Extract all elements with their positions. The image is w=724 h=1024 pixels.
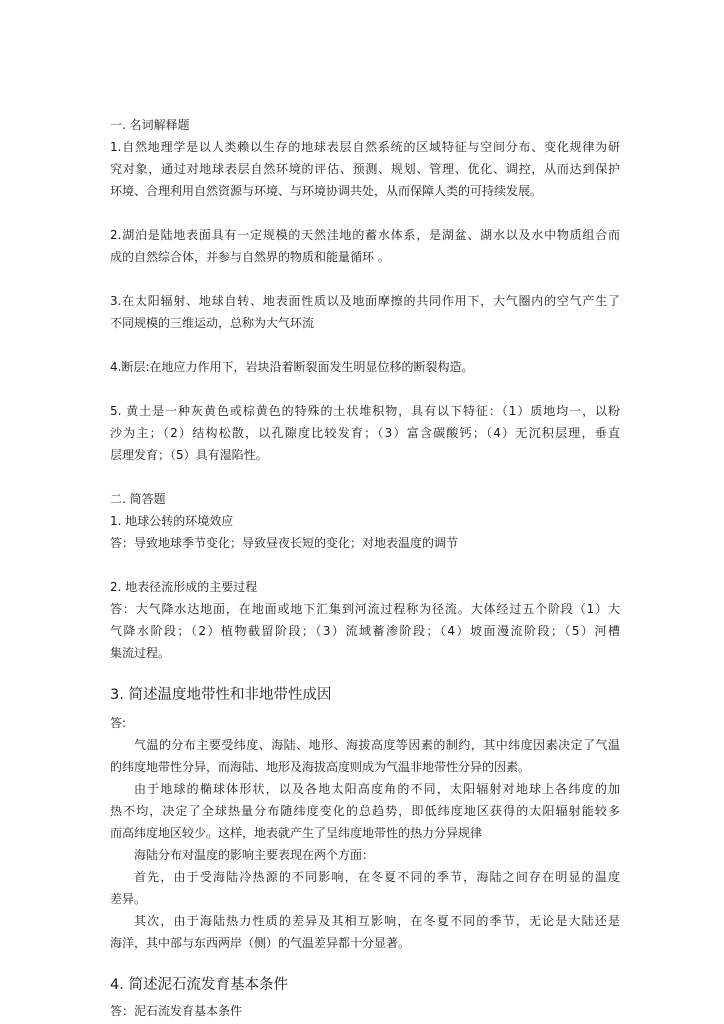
question-3-line: 其次，由于海陆热力性质的差异及其相互影响，在冬夏不同的季节，无论是大陆还是 [134,914,620,928]
section-1-title: 一. 名词解释题 [110,118,190,132]
question-3-para-1 [110,734,620,778]
term-3-line: 不同规模的三维运动，总称为大气环流 [110,316,315,330]
question-3-para-2 [110,778,620,844]
question-3-title: 3. 简述温度地带性和非地带性成因 [110,687,332,703]
term-5 [110,400,620,466]
question-3-line: 热不均，决定了全球热量分布随纬度变化的总趋势，即低纬度地区获得的太阳辐射能较多 [110,804,620,818]
question-3-answer-label: 答: [110,716,127,730]
section-2-title: 二. 简答题 [110,492,166,506]
term-2-line: 成的自然综合体，并参与自然界的物质和能量循环 。 [110,250,390,264]
question-3-line: 由于地球的椭球体形状，以及各地太阳高度角的不同，太阳辐射对地球上各纬度的加 [134,782,620,796]
term-5-line: 沙为主；（2）结构松散，以孔隙度比较发育；（3）富含碳酸钙；（4）无沉积层理，垂直 [110,426,620,440]
term-4-line: 4.断层:在地应力作用下，岩块沿着断裂面发生明显位移的断裂构造。 [110,360,474,374]
term-5-line: 层理发育；（5）具有湿陷性。 [110,448,268,462]
question-3-line: 差异。 [110,892,147,906]
question-3-para-5 [110,910,620,954]
question-3-line: 海陆分布对温度的影响主要表现在两个方面： [134,848,375,862]
question-2-answer-line: 集流过程。 [110,646,171,660]
question-1-answer: 答：导致地球季节变化；导致昼夜长短的变化；对地表温度的调节 [110,536,459,550]
term-1-line: 环境、合理利用自然资源与环境、与环境协调共处，从而保障人类的可持续发展。 [110,184,543,198]
term-2 [110,224,620,268]
question-3-line: 而高纬度地区较少。这样，地表就产生了呈纬度地带性的热力分异规律 [110,826,483,840]
term-1 [110,136,620,202]
term-1-line: 1.自然地理学是以人类赖以生存的地球表层自然系统的区域特征与空间分布、变化规律为研 [110,140,620,154]
question-3-line: 气温的分布主要受纬度、海陆、地形、海拔高度等因素的制约，其中纬度因素决定了气温 [134,738,620,752]
question-2-answer-line: 答：大气降水达地面，在地面或地下汇集到河流过程称为径流。大体经过五个阶段（1）大 [110,602,620,616]
term-5-line: 5. 黄土是一种灰黄色或棕黄色的特殊的土状堆积物，具有以下特征：（1）质地均一，以粉 [110,404,620,418]
term-2-line: 2.湖泊是陆地表面具有一定规模的天然洼地的蓄水体系，是湖盆、湖水以及水中物质组合而 [110,228,620,242]
question-3-para-4 [110,866,620,910]
term-3-line: 3.在太阳辐射、地球自转、地表面性质以及地面摩擦的共同作用下，大气圈内的空气产生了 [110,294,620,308]
term-3 [110,290,620,334]
term-1-line: 究对象，通过对地球表层自然环境的评估、预测、规划、管理、优化、调控，从而达到保护 [110,162,620,176]
question-3-para-3 [110,844,620,866]
question-3-line: 首先，由于受海陆冷热源的不同影响，在冬夏不同的季节，海陆之间存在明显的温度 [134,870,620,884]
question-4-answer: 答：泥石流发育基本条件 [110,1004,243,1018]
question-3-line: 海洋，其中部与东西两岸（侧）的气温差异都十分显著。 [110,936,411,950]
question-2-answer-line: 气降水阶段；（2）植物截留阶段；（3）流域蓄渗阶段；（4）坡面漫流阶段；（5）河槽 [110,624,620,638]
question-4-title: 4. 简述泥石流发育基本条件 [110,977,288,993]
document-page [110,114,620,1022]
question-3-line: 的纬度地带性分异，而海陆、地形及海拔高度则成为气温非地带性分异的因素。 [110,760,531,774]
question-2-title: 2. 地表径流形成的主要过程 [110,580,258,594]
question-1-title: 1. 地球公转的环境效应 [110,514,234,528]
term-4 [110,356,620,378]
question-2-answer [110,598,620,664]
